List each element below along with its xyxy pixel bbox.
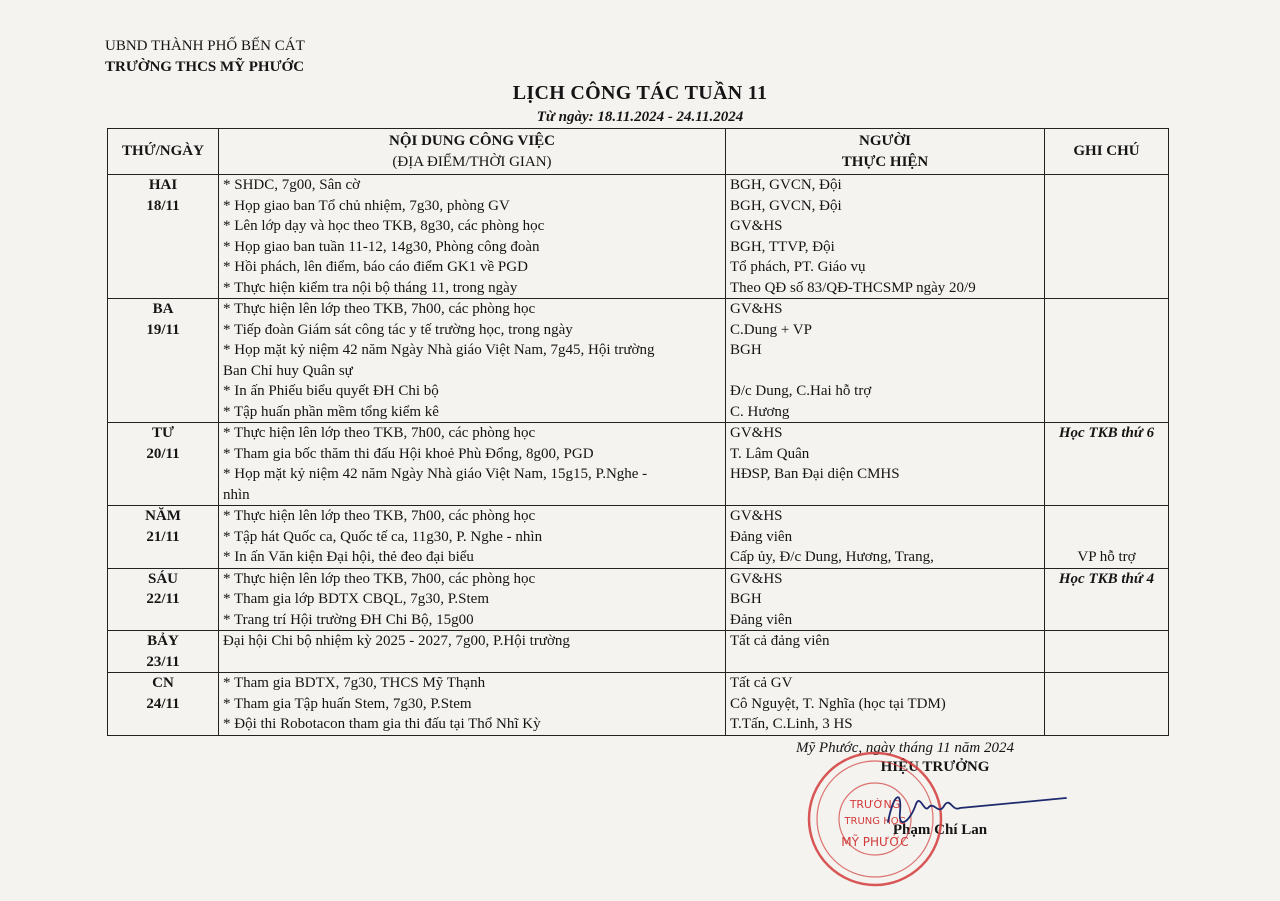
signer-name: Phạm Chí Lan bbox=[892, 822, 988, 838]
assignee-line: Cô Nguyệt, T. Nghĩa (học tại TDM) bbox=[730, 695, 946, 712]
task-cell bbox=[219, 673, 726, 736]
assignee-line: BGH, GVCN, Đội bbox=[730, 177, 842, 193]
day-cell bbox=[108, 299, 219, 423]
date-range: Từ ngày: 18.11.2024 - 24.11.2024 bbox=[536, 109, 744, 125]
date-label: 24/11 bbox=[146, 695, 180, 712]
assignee-line: GV&HS bbox=[730, 301, 783, 317]
assignee-line: Đ/c Dung, C.Hai hỗ trợ bbox=[730, 383, 872, 399]
task-line: Đại hội Chi bộ nhiệm kỳ 2025 - 2027, 7g00, P.Hội trường bbox=[223, 633, 570, 649]
weekday-label: HAI bbox=[148, 177, 178, 193]
note-cell bbox=[1045, 673, 1169, 736]
note-cell bbox=[1045, 631, 1169, 673]
task-line: * Thực hiện lên lớp theo TKB, 7h00, các phòng học bbox=[223, 301, 536, 317]
date-label: 20/11 bbox=[146, 445, 180, 462]
table-row bbox=[108, 506, 1169, 569]
task-line: * Họp mặt kỷ niệm 42 năm Ngày Nhà giáo Việt Nam, 7g45, Hội trường bbox=[223, 342, 655, 358]
task-line: * Thực hiện lên lớp theo TKB, 7h00, các phòng học bbox=[223, 425, 536, 441]
note-cell bbox=[1045, 506, 1169, 569]
seal-text-bottom: MỸ PHƯỚC bbox=[841, 835, 909, 849]
note-cell bbox=[1045, 299, 1169, 423]
task-cell bbox=[219, 299, 726, 423]
assignee-line: Cấp ủy, Đ/c Dung, Hương, Trang, bbox=[730, 549, 934, 565]
task-line: * In ấn Phiếu biểu quyết ĐH Chi bộ bbox=[223, 383, 439, 399]
assignee-line: Tất cả GV bbox=[730, 675, 793, 691]
task-line: Ban Chỉ huy Quân sự bbox=[223, 362, 353, 379]
note-cell bbox=[1045, 568, 1169, 631]
school-name: TRƯỜNG THCS MỸ PHƯỚC bbox=[105, 59, 305, 75]
note-text: VP hỗ trợ bbox=[1077, 549, 1136, 565]
table-row bbox=[108, 673, 1169, 736]
seal-text-top: TRƯỜNG bbox=[849, 798, 901, 811]
assignee-line: BGH bbox=[730, 342, 762, 358]
task-line: * Tham gia Tập huấn Stem, 7g30, P.Stem bbox=[223, 695, 472, 712]
weekday-label: CN bbox=[152, 675, 174, 691]
day-cell bbox=[108, 506, 219, 569]
task-line: * Hồi phách, lên điểm, báo cáo điểm GK1 về PGD bbox=[223, 259, 528, 275]
task-line: * Tham gia lớp BDTX CBQL, 7g30, P.Stem bbox=[223, 591, 489, 607]
header-task bbox=[219, 129, 726, 175]
assignee-line: T. Lâm Quân bbox=[730, 445, 810, 462]
assignee-line: Đảng viên bbox=[730, 611, 793, 628]
task-line: * Họp mặt kỷ niệm 42 năm Ngày Nhà giáo Việt Nam, 15g15, P.Nghe - bbox=[223, 466, 648, 482]
assignee-line: GV&HS bbox=[730, 508, 783, 524]
task-line: * In ấn Văn kiện Đại hội, thẻ đeo đại biểu bbox=[223, 549, 474, 565]
seal-text-mid: TRUNG HỌC bbox=[844, 816, 906, 827]
task-line: * Tập huấn phần mềm tổng kiểm kê bbox=[223, 403, 439, 420]
header-task-line1: NỘI DUNG CÔNG VIỆC bbox=[389, 133, 555, 149]
date-label: 19/11 bbox=[146, 321, 180, 338]
assignee-line: GV&HS bbox=[730, 218, 783, 234]
signer-role: HIỆU TRƯỞNG bbox=[880, 759, 990, 775]
table-row bbox=[108, 568, 1169, 631]
date-label: 21/11 bbox=[146, 528, 180, 545]
weekday-label: TƯ bbox=[152, 425, 174, 441]
assignee-line: GV&HS bbox=[730, 570, 783, 587]
weekday-label: BA bbox=[152, 301, 174, 317]
task-line: * Thực hiện lên lớp theo TKB, 7h00, các phòng học bbox=[223, 570, 536, 587]
note-text: Học TKB thứ 4 bbox=[1058, 570, 1155, 587]
task-line: * Tham gia BDTX, 7g30, THCS Mỹ Thạnh bbox=[223, 675, 486, 691]
table-row bbox=[108, 175, 1169, 299]
assignee-cell bbox=[726, 423, 1045, 506]
note-text: Học TKB thứ 6 bbox=[1058, 425, 1155, 441]
header-who-line2: THỰC HIỆN bbox=[841, 153, 929, 170]
task-line: * Lên lớp dạy và học theo TKB, 8g30, các phòng học bbox=[223, 218, 545, 234]
day-cell bbox=[108, 631, 219, 673]
assignee-line: BGH, GVCN, Đội bbox=[730, 197, 842, 214]
task-cell bbox=[219, 175, 726, 299]
task-cell bbox=[219, 568, 726, 631]
assignee-line: Tất cả đảng viên bbox=[730, 633, 830, 649]
date-label: 22/11 bbox=[146, 591, 180, 607]
table-row bbox=[108, 423, 1169, 506]
task-line: * Họp giao ban Tổ chủ nhiệm, 7g30, phòng GV bbox=[223, 197, 510, 214]
table-row bbox=[108, 299, 1169, 423]
assignee-cell bbox=[726, 175, 1045, 299]
note-cell bbox=[1045, 423, 1169, 506]
table-header-row bbox=[108, 129, 1169, 175]
task-line: * Tiếp đoàn Giám sát công tác y tế trường học, trong ngày bbox=[223, 321, 573, 338]
assignee-line: Tổ phách, PT. Giáo vụ bbox=[730, 259, 866, 275]
task-line: * Tham gia bốc thăm thi đấu Hội khoẻ Phù Đổng, 8g00, PGD bbox=[223, 445, 594, 462]
assignee-line: BGH, TTVP, Đội bbox=[730, 238, 835, 255]
assignee-line: C. Hương bbox=[730, 403, 790, 420]
assignee-line: Theo QĐ số 83/QĐ-THCSMP ngày 20/9 bbox=[730, 279, 976, 296]
assignee-line: T.Tấn, C.Linh, 3 HS bbox=[730, 716, 853, 732]
handwritten-signature-icon bbox=[880, 782, 1070, 842]
document-title: LỊCH CÔNG TÁC TUẦN 11 bbox=[512, 82, 768, 104]
header-task-line2: (ĐỊA ĐIỂM/THỜI GIAN) bbox=[392, 153, 552, 170]
day-cell bbox=[108, 673, 219, 736]
weekday-label: SÁU bbox=[147, 570, 178, 587]
assignee-line: GV&HS bbox=[730, 425, 783, 441]
assignee-cell bbox=[726, 568, 1045, 631]
task-line: * Thực hiện lên lớp theo TKB, 7h00, các phòng học bbox=[223, 508, 536, 524]
assignee-line: BGH bbox=[730, 591, 762, 607]
place-date: Mỹ Phước, ngày tháng 11 năm 2024 bbox=[796, 740, 1014, 756]
task-line: * SHDC, 7g00, Sân cờ bbox=[223, 177, 361, 193]
assignee-cell bbox=[726, 299, 1045, 423]
assignee-line bbox=[730, 361, 1040, 382]
assignee-line: Đảng viên bbox=[730, 528, 793, 545]
task-cell bbox=[219, 506, 726, 569]
day-cell bbox=[108, 423, 219, 506]
assignee-cell bbox=[726, 673, 1045, 736]
header-who bbox=[726, 129, 1045, 175]
task-cell bbox=[219, 631, 726, 673]
date-label: 23/11 bbox=[146, 653, 180, 670]
note-cell bbox=[1045, 175, 1169, 299]
task-line: * Trang trí Hội trường ĐH Chi Bộ, 15g00 bbox=[223, 611, 474, 628]
table-body bbox=[108, 175, 1169, 736]
assignee-line: C.Dung + VP bbox=[730, 321, 812, 338]
table-row bbox=[108, 631, 1169, 673]
task-line: * Thực hiện kiểm tra nội bộ tháng 11, trong ngày bbox=[223, 279, 518, 296]
work-schedule-table bbox=[107, 128, 1169, 736]
assignee-cell bbox=[726, 631, 1045, 673]
task-line: * Tập hát Quốc ca, Quốc tế ca, 11g30, P. Nghe - nhìn bbox=[223, 528, 543, 545]
weekday-label: NĂM bbox=[145, 508, 181, 524]
document-header bbox=[105, 36, 305, 78]
task-line: nhìn bbox=[223, 486, 250, 503]
header-day: THỨ/NGÀY bbox=[108, 129, 219, 175]
assignee-line: HĐSP, Ban Đại diện CMHS bbox=[730, 466, 900, 482]
weekday-label: BẢY bbox=[147, 633, 179, 649]
date-label: 18/11 bbox=[146, 197, 180, 214]
task-line: * Họp giao ban tuần 11-12, 14g30, Phòng công đoàn bbox=[223, 238, 540, 255]
header-who-line1: NGƯỜI bbox=[859, 133, 911, 149]
task-line: * Đội thi Robotacon tham gia thi đấu tại Thổ Nhĩ Kỳ bbox=[223, 716, 541, 732]
day-cell bbox=[108, 175, 219, 299]
header-note: GHI CHÚ bbox=[1045, 129, 1169, 175]
day-cell bbox=[108, 568, 219, 631]
task-cell bbox=[219, 423, 726, 506]
organization-name: UBND THÀNH PHỐ BẾN CÁT bbox=[105, 38, 305, 54]
assignee-cell bbox=[726, 506, 1045, 569]
